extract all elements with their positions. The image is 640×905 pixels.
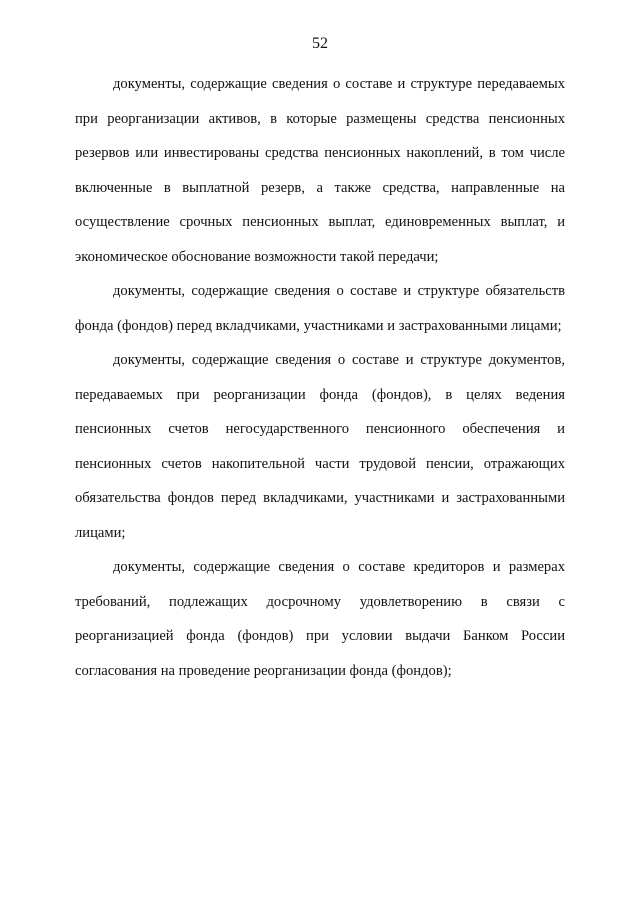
paragraph-assets-documents: документы, содержащие сведения о составе и структуре передаваемых при реорганизации активов, в которые размещены средства пенсионных резервов или инвестированы средства пенсионных накоплений, в том числе включенные в выплатной резерв, а также средства, направленные на осуществление срочных пенсионных выплат, единовременных выплат, и экономическое обоснование возможности такой передачи; <box>75 76 565 265</box>
page-number: 52 <box>312 35 328 52</box>
paragraph-obligations-documents: документы, содержащие сведения о составе и структуре обязательств фонда (фондов) перед вкладчиками, участниками и застрахованными лицами; <box>75 283 565 334</box>
document-body <box>75 67 565 688</box>
paragraph-accounts-documents: документы, содержащие сведения о составе и структуре документов, передаваемых при реорганизации фонда (фондов), в целях ведения пенсионных счетов негосударственного пенсионного обеспечения и пенсионных счетов накопительной части трудовой пенсии, отражающих обязательства фондов перед вкладчиками, участниками и застрахованными лицами; <box>75 352 565 541</box>
paragraph-creditors-documents: документы, содержащие сведения о составе кредиторов и размерах требований, подлежащих досрочному удовлетворению в связи с реорганизацией фонда (фондов) при условии выдачи Банком России согласования на проведение реорганизации фонда (фондов); <box>75 559 565 679</box>
